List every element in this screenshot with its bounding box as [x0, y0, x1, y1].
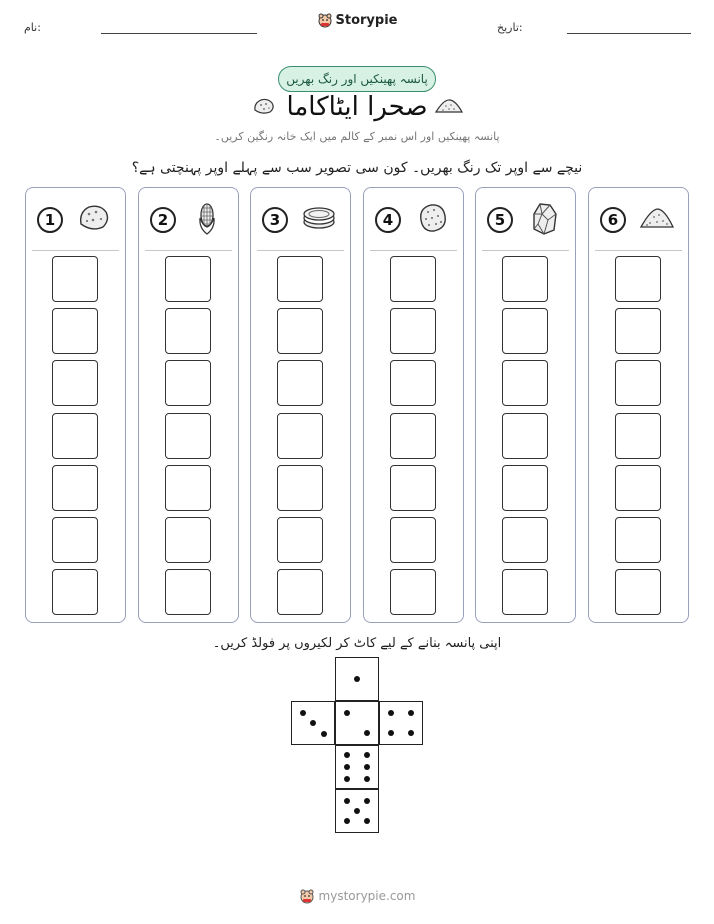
color-cell[interactable] [502, 256, 548, 302]
name-line [101, 33, 257, 34]
color-cell[interactable] [277, 360, 323, 406]
die-pip [344, 710, 350, 716]
color-cell[interactable] [165, 360, 211, 406]
column-divider [482, 250, 569, 251]
color-cell[interactable] [615, 413, 661, 459]
color-cell[interactable] [52, 465, 98, 511]
column-header [251, 188, 350, 250]
column-number: 2 [150, 207, 176, 233]
color-cell[interactable] [165, 517, 211, 563]
color-cell[interactable] [277, 465, 323, 511]
color-cell[interactable] [277, 308, 323, 354]
color-cell[interactable] [390, 256, 436, 302]
column-number: 1 [37, 207, 63, 233]
die-pip [344, 818, 350, 824]
die-face-3 [291, 701, 335, 745]
color-cell[interactable] [52, 569, 98, 615]
date-label: تاریخ: [497, 21, 523, 34]
die-pip [364, 730, 370, 736]
column-divider [370, 250, 457, 251]
color-cell[interactable] [502, 308, 548, 354]
color-cell[interactable] [615, 465, 661, 511]
name-label: نام: [24, 21, 41, 34]
race-column-6 [588, 187, 689, 623]
color-cell[interactable] [615, 360, 661, 406]
color-cell[interactable] [390, 465, 436, 511]
die-pip [388, 710, 394, 716]
color-cell[interactable] [615, 569, 661, 615]
color-cell[interactable] [502, 360, 548, 406]
color-cell[interactable] [52, 517, 98, 563]
die-pip [300, 710, 306, 716]
color-cell[interactable] [165, 256, 211, 302]
column-header [26, 188, 125, 250]
coin-stack-icon [301, 200, 337, 236]
die-pip [344, 776, 350, 782]
page-title: صحرا ایٹاکاما [286, 92, 428, 122]
die-face-5 [335, 789, 379, 833]
color-cell[interactable] [165, 413, 211, 459]
color-cell[interactable] [52, 256, 98, 302]
column-divider [257, 250, 344, 251]
die-pip [344, 752, 350, 758]
die-face-6 [335, 745, 379, 789]
die-pip [354, 808, 360, 814]
race-column-3 [250, 187, 351, 623]
die-pip [408, 730, 414, 736]
color-cell[interactable] [615, 308, 661, 354]
color-cell[interactable] [277, 413, 323, 459]
die-face-4 [379, 701, 423, 745]
race-column-1 [25, 187, 126, 623]
rock-pile-icon [76, 200, 112, 236]
corn-cob-icon [189, 200, 225, 236]
color-cell[interactable] [277, 569, 323, 615]
race-column-4 [363, 187, 464, 623]
column-header [364, 188, 463, 250]
column-divider [595, 250, 682, 251]
color-cell[interactable] [52, 413, 98, 459]
column-number: 6 [600, 207, 626, 233]
brand-logo [0, 12, 714, 32]
color-cell[interactable] [165, 308, 211, 354]
column-number: 4 [375, 207, 401, 233]
die-pip [364, 752, 370, 758]
brand-name: Storypie [335, 12, 398, 28]
die-pip [310, 720, 316, 726]
date-line [567, 33, 691, 34]
color-cell[interactable] [615, 517, 661, 563]
color-cell[interactable] [502, 465, 548, 511]
storypie-mascot-icon [299, 888, 315, 904]
die-pip [344, 798, 350, 804]
die-pip [388, 730, 394, 736]
storypie-mascot-icon [317, 12, 333, 28]
color-cell[interactable] [502, 413, 548, 459]
column-number: 3 [262, 207, 288, 233]
sand-pile-icon [434, 97, 464, 115]
column-number: 5 [487, 207, 513, 233]
color-cell[interactable] [502, 569, 548, 615]
color-cell[interactable] [390, 569, 436, 615]
footer-url: mystorypie.com [318, 889, 416, 903]
color-cell[interactable] [52, 308, 98, 354]
color-cell[interactable] [277, 256, 323, 302]
color-cell[interactable] [390, 360, 436, 406]
die-pip [408, 710, 414, 716]
die-face-2 [335, 701, 379, 745]
race-question: نیچے سے اوپر تک رنگ بھریں۔ کون سی تصویر سب سے پہلے اوپر پہنچتی ہے؟ [131, 160, 583, 176]
color-cell[interactable] [165, 569, 211, 615]
die-pip [364, 818, 370, 824]
color-cell[interactable] [390, 413, 436, 459]
column-divider [145, 250, 232, 251]
color-cell[interactable] [52, 360, 98, 406]
color-cell[interactable] [502, 517, 548, 563]
page-subtitle: پانسہ پھینکیں اور اس نمبر کے کالم میں ایک خانہ رنگین کریں۔ [214, 130, 500, 143]
footer [0, 888, 714, 907]
color-cell[interactable] [277, 517, 323, 563]
column-header [589, 188, 688, 250]
potato-icon [414, 200, 450, 236]
color-cell[interactable] [165, 465, 211, 511]
column-divider [32, 250, 119, 251]
race-column-5 [475, 187, 576, 623]
sand-pile-icon [639, 200, 675, 236]
die-face-1 [335, 657, 379, 701]
dice-instruction: اپنی پانسہ بنانے کے لیے کاٹ کر لکیروں پر فولڈ کریں۔ [212, 636, 502, 651]
die-pip [344, 764, 350, 770]
die-pip [364, 776, 370, 782]
color-cell[interactable] [390, 308, 436, 354]
die-pip [321, 731, 327, 737]
die-pip [354, 676, 360, 682]
die-pip [364, 764, 370, 770]
activity-badge: پانسہ پھینکیں اور رنگ بھریں [278, 66, 436, 92]
column-header [139, 188, 238, 250]
column-header [476, 188, 575, 250]
race-column-2 [138, 187, 239, 623]
color-cell[interactable] [390, 517, 436, 563]
crystal-rock-icon [526, 200, 562, 236]
color-cell[interactable] [615, 256, 661, 302]
die-pip [364, 798, 370, 804]
